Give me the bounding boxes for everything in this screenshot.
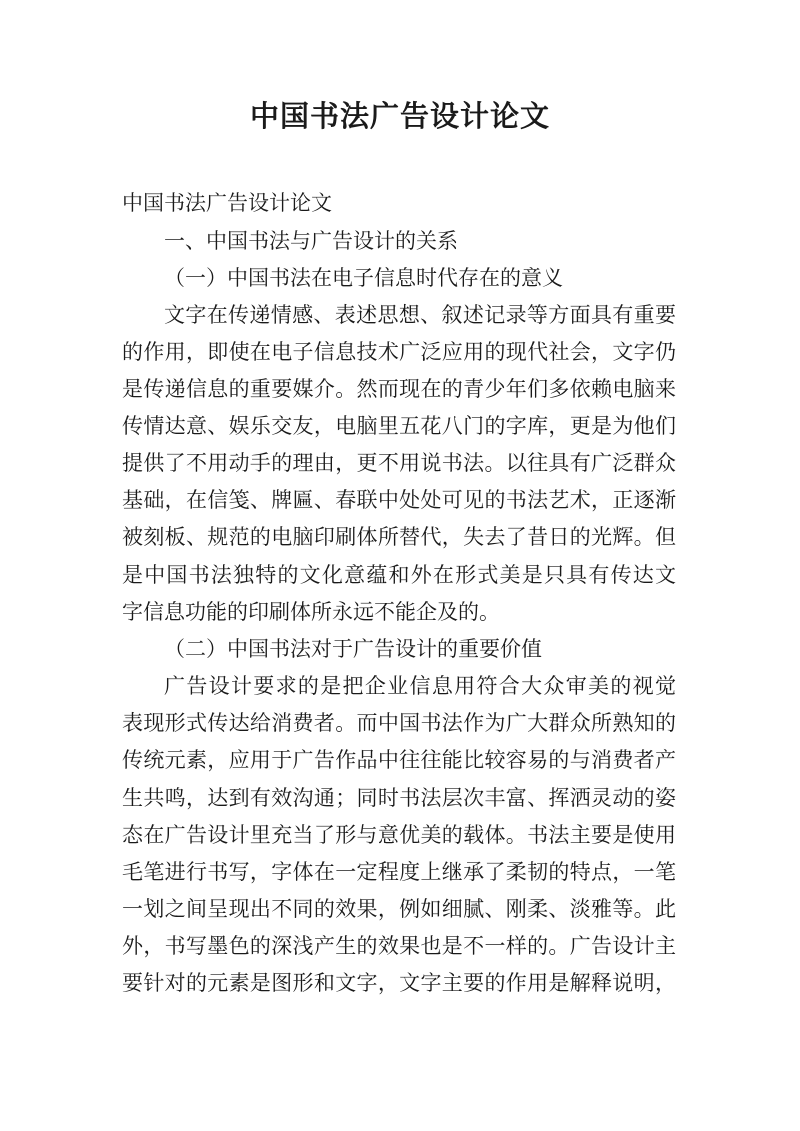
subsection-heading-1: （一）中国书法在电子信息时代存在的意义: [164, 266, 563, 290]
paragraph-1-line: 是中国书法独特的文化意蕴和外在形式美是只具有传达文: [122, 563, 676, 587]
paragraph-2-line: 广告设计要求的是把企业信息用符合大众审美的视觉: [164, 674, 676, 698]
paragraph-2-line: 毛笔进行书写，字体在一定程度上继承了柔韧的特点，一笔: [122, 860, 676, 884]
paragraph-2-line: 传统元素，应用于广告作品中往往能比较容易的与消费者产: [122, 748, 676, 772]
paragraph-1-line: 是传递信息的重要媒介。然而现在的青少年们多依赖电脑来: [122, 377, 676, 401]
paragraph-1-line: 提供了不用动手的理由，更不用说书法。以往具有广泛群众: [122, 451, 676, 475]
paragraph-2-line: 表现形式传达给消费者。而中国书法作为广大群众所熟知的: [122, 711, 676, 735]
paragraph-1-line: 基础，在信笺、牌匾、春联中处处可见的书法艺术，正逐渐: [122, 488, 676, 512]
paragraph-1-line: 的作用，即使在电子信息技术广泛应用的现代社会，文字仍: [122, 340, 676, 364]
paragraph-2-line: 要针对的元素是图形和文字，文字主要的作用是解释说明，: [122, 971, 676, 995]
paragraph-2-line: 态在广告设计里充当了形与意优美的载体。书法主要是使用: [122, 823, 676, 847]
paragraph-2-line: 一划之间呈现出不同的效果，例如细腻、刚柔、淡雅等。此: [122, 897, 676, 921]
paragraph-2-line: 外，书写墨色的深浅产生的效果也是不一样的。广告设计主: [122, 934, 676, 958]
subsection-heading-2: （二）中国书法对于广告设计的重要价值: [164, 637, 542, 661]
paragraph-1-line: 文字在传递情感、表述思想、叙述记录等方面具有重要: [164, 303, 676, 327]
paragraph-1-line: 传情达意、娱乐交友，电脑里五花八门的字库，更是为他们: [122, 414, 676, 438]
document-title: 中国书法广告设计论文: [249, 99, 550, 133]
paragraph-2-line: 生共鸣，达到有效沟通；同时书法层次丰富、挥洒灵动的姿: [122, 786, 676, 810]
document-subtitle: 中国书法广告设计论文: [122, 191, 332, 215]
paragraph-1-line: 字信息功能的印刷体所永远不能企及的。: [122, 600, 500, 624]
section-heading-1: 一、中国书法与广告设计的关系: [164, 229, 458, 253]
paragraph-1-line: 被刻板、规范的电脑印刷体所替代，失去了昔日的光辉。但: [122, 525, 676, 549]
